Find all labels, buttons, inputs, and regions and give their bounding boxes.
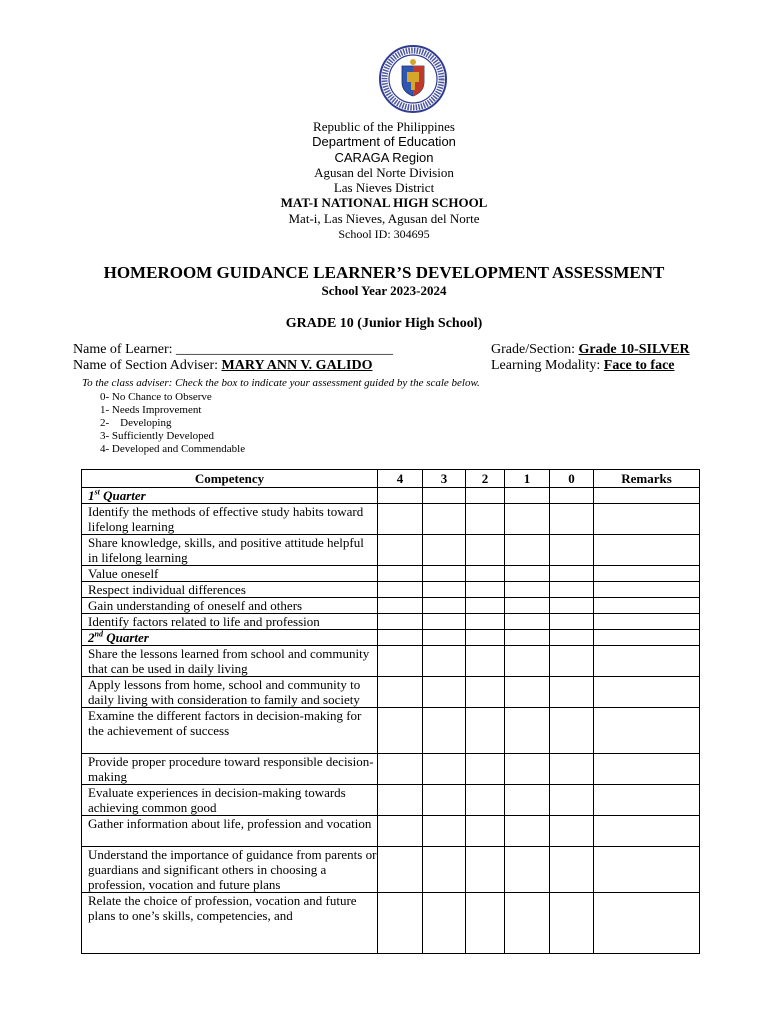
rating-checkbox-cell[interactable] [378,677,423,708]
rating-checkbox-cell[interactable] [423,598,466,614]
scale-item-0: 0- No Chance to Observe [100,391,212,403]
rating-checkbox-cell[interactable] [550,847,594,893]
competency-row [82,785,700,816]
col-header-0: 0 [550,470,594,488]
rating-checkbox-cell[interactable] [466,708,505,754]
rating-checkbox-cell[interactable] [378,785,423,816]
scale-instruction: To the class adviser: Check the box to indicate your assessment guided by the scale below. [82,377,480,389]
rating-checkbox-cell[interactable] [505,598,550,614]
remarks-cell[interactable] [594,535,700,566]
rating-checkbox-cell[interactable] [423,893,466,954]
rating-checkbox-cell[interactable] [378,535,423,566]
grade-section-row [491,342,690,358]
rating-checkbox-cell[interactable] [466,646,505,677]
rating-cell[interactable] [423,630,466,646]
grade-section-label: Grade/Section: [491,342,575,357]
competency-text: Respect individual differences [82,582,378,598]
rating-checkbox-cell[interactable] [505,816,550,847]
competency-row [82,754,700,785]
competency-row [82,535,700,566]
col-header-remarks: Remarks [594,470,700,488]
rating-checkbox-cell[interactable] [378,847,423,893]
rating-checkbox-cell[interactable] [378,582,423,598]
remarks-cell[interactable] [594,785,700,816]
rating-checkbox-cell[interactable] [466,893,505,954]
rating-checkbox-cell[interactable] [550,582,594,598]
competency-text: Provide proper procedure toward responsible decision-making [82,754,378,785]
rating-checkbox-cell[interactable] [378,754,423,785]
district-line: Las Nieves District [333,180,435,195]
rating-cell[interactable] [505,488,550,504]
rating-cell[interactable] [466,488,505,504]
region-line: CARAGA Region [334,150,434,165]
remarks-cell[interactable] [594,598,700,614]
rating-checkbox-cell[interactable] [466,754,505,785]
table-header-row [82,470,700,488]
rating-checkbox-cell[interactable] [423,566,466,582]
col-header-1: 1 [505,470,550,488]
rating-checkbox-cell[interactable] [550,785,594,816]
competency-row [82,566,700,582]
competency-row [82,598,700,614]
rating-checkbox-cell[interactable] [550,598,594,614]
rating-checkbox-cell[interactable] [423,677,466,708]
competency-text: Share knowledge, skills, and positive attitude helpful in lifelong learning [82,535,378,566]
remarks-cell[interactable] [594,677,700,708]
quarter-heading-row [82,630,700,646]
competency-row [82,847,700,893]
rating-checkbox-cell[interactable] [423,785,466,816]
modality-value: Face to face [603,358,675,373]
remarks-cell[interactable] [594,630,700,646]
col-header-2: 2 [466,470,505,488]
rating-checkbox-cell[interactable] [423,614,466,630]
remarks-cell[interactable] [594,504,700,535]
competency-text: Identify the methods of effective study habits toward lifelong learning [82,504,378,535]
competency-row [82,893,700,954]
competency-row [82,677,700,708]
adviser-label: Name of Section Adviser: [73,358,219,373]
competency-text: Value oneself [82,566,378,582]
rating-checkbox-cell[interactable] [550,816,594,847]
quarter-number: 1 [88,488,95,503]
quarter-suffix: st [94,487,100,497]
rating-checkbox-cell[interactable] [550,504,594,535]
department-line: Department of Education [312,134,456,149]
quarter-heading-row [82,488,700,504]
rating-checkbox-cell[interactable] [550,708,594,754]
rating-checkbox-cell[interactable] [505,646,550,677]
rating-checkbox-cell[interactable] [550,535,594,566]
rating-checkbox-cell[interactable] [550,677,594,708]
remarks-cell[interactable] [594,893,700,954]
competency-row [82,582,700,598]
quarter-word: Quarter [102,630,149,645]
rating-cell[interactable] [378,630,423,646]
learner-name-field[interactable]: _______________________________ [176,342,393,357]
remarks-cell[interactable] [594,566,700,582]
rating-checkbox-cell[interactable] [423,535,466,566]
learner-name-row [73,342,393,358]
remarks-cell[interactable] [594,646,700,677]
rating-checkbox-cell[interactable] [423,754,466,785]
rating-checkbox-cell[interactable] [505,847,550,893]
rating-checkbox-cell[interactable] [505,893,550,954]
competency-table-body [82,488,700,954]
remarks-cell[interactable] [594,816,700,847]
remarks-cell[interactable] [594,847,700,893]
division-line: Agusan del Norte Division [314,165,454,180]
rating-checkbox-cell[interactable] [378,708,423,754]
col-header-4: 4 [378,470,423,488]
scale-item-4: 4- Developed and Commendable [100,443,246,455]
scale-item-1: 1- Needs Improvement [100,404,202,416]
school-name: MAT-I NATIONAL HIGH SCHOOL [280,195,488,210]
rating-checkbox-cell[interactable] [505,504,550,535]
quarter-suffix: nd [94,629,103,639]
rating-cell[interactable] [550,488,594,504]
remarks-cell[interactable] [594,708,700,754]
competency-text: Understand the importance of guidance from parents or guardians and significant others in choosing a profession, vocation and future plans [82,847,378,893]
rating-checkbox-cell[interactable] [550,754,594,785]
competency-row [82,504,700,535]
competency-text: Evaluate experiences in decision-making towards achieving common good [82,785,378,816]
modality-label: Learning Modality: [491,358,601,373]
remarks-cell[interactable] [594,582,700,598]
quarter-number: 2 [88,630,95,645]
rating-checkbox-cell[interactable] [505,785,550,816]
rating-checkbox-cell[interactable] [423,582,466,598]
rating-cell[interactable] [423,488,466,504]
quarter-heading [82,488,378,504]
rating-checkbox-cell[interactable] [466,847,505,893]
rating-checkbox-cell[interactable] [466,598,505,614]
rating-checkbox-cell[interactable] [466,582,505,598]
rating-checkbox-cell[interactable] [550,614,594,630]
rating-checkbox-cell[interactable] [505,566,550,582]
rating-checkbox-cell[interactable] [423,708,466,754]
rating-checkbox-cell[interactable] [378,566,423,582]
remarks-cell[interactable] [594,488,700,504]
rating-checkbox-cell[interactable] [378,893,423,954]
competency-text: Gather information about life, profession and vocation [82,816,378,847]
school-year: School Year 2023-2024 [321,283,447,298]
adviser-name: MARY ANN V. GALIDO [221,358,373,373]
scale-item-3: 3- Sufficiently Developed [100,430,215,442]
remarks-cell[interactable] [594,614,700,630]
rating-checkbox-cell[interactable] [505,535,550,566]
competency-row [82,816,700,847]
rating-checkbox-cell[interactable] [466,677,505,708]
rating-checkbox-cell[interactable] [423,847,466,893]
rating-checkbox-cell[interactable] [466,614,505,630]
competency-text: Gain understanding of oneself and others [82,598,378,614]
rating-checkbox-cell[interactable] [505,754,550,785]
rating-checkbox-cell[interactable] [466,816,505,847]
rating-checkbox-cell[interactable] [466,535,505,566]
rating-checkbox-cell[interactable] [378,646,423,677]
rating-checkbox-cell[interactable] [378,598,423,614]
rating-checkbox-cell[interactable] [423,816,466,847]
rating-checkbox-cell[interactable] [466,566,505,582]
competency-row [82,614,700,630]
rating-checkbox-cell[interactable] [505,582,550,598]
competency-row [82,646,700,677]
competency-text: Identify factors related to life and profession [82,614,378,630]
competency-text: Examine the different factors in decision-making for the achievement of success [82,708,378,754]
grade-level: GRADE 10 (Junior High School) [285,316,483,331]
competency-text: Apply lessons from home, school and community to daily living with consideration to family and society [82,677,378,708]
rating-checkbox-cell[interactable] [466,504,505,535]
rating-checkbox-cell[interactable] [423,504,466,535]
competency-text: Share the lessons learned from school and community that can be used in daily living [82,646,378,677]
competency-table [81,469,700,954]
col-header-competency: Competency [82,470,378,488]
rating-checkbox-cell[interactable] [550,893,594,954]
rating-checkbox-cell[interactable] [505,708,550,754]
rating-checkbox-cell[interactable] [505,677,550,708]
competency-text: Relate the choice of profession, vocation and future plans to one’s skills, competencies, and [82,893,378,954]
rating-checkbox-cell[interactable] [505,614,550,630]
page-title: HOMEROOM GUIDANCE LEARNER’S DEVELOPMENT ASSESSMENT [103,263,665,282]
rating-cell[interactable] [378,488,423,504]
rating-checkbox-cell[interactable] [378,504,423,535]
modality-row [491,358,675,374]
rating-checkbox-cell[interactable] [466,785,505,816]
deped-seal-logo [378,44,448,114]
learner-name-label: Name of Learner: [73,342,173,357]
quarter-heading [82,630,378,646]
rating-cell[interactable] [550,630,594,646]
remarks-cell[interactable] [594,754,700,785]
quarter-word: Quarter [99,488,146,503]
rating-checkbox-cell[interactable] [550,646,594,677]
rating-checkbox-cell[interactable] [378,614,423,630]
school-address: Mat-i, Las Nieves, Agusan del Norte [288,211,480,226]
adviser-row [73,358,372,374]
rating-cell[interactable] [505,630,550,646]
rating-checkbox-cell[interactable] [550,566,594,582]
col-header-3: 3 [423,470,466,488]
grade-section-value: Grade 10-SILVER [578,342,690,357]
rating-cell[interactable] [466,630,505,646]
school-id: School ID: 304695 [338,227,430,241]
republic-line: Republic of the Philippines [313,119,455,134]
scale-item-2: 2- Developing [100,417,172,429]
rating-checkbox-cell[interactable] [378,816,423,847]
competency-row [82,708,700,754]
rating-checkbox-cell[interactable] [423,646,466,677]
